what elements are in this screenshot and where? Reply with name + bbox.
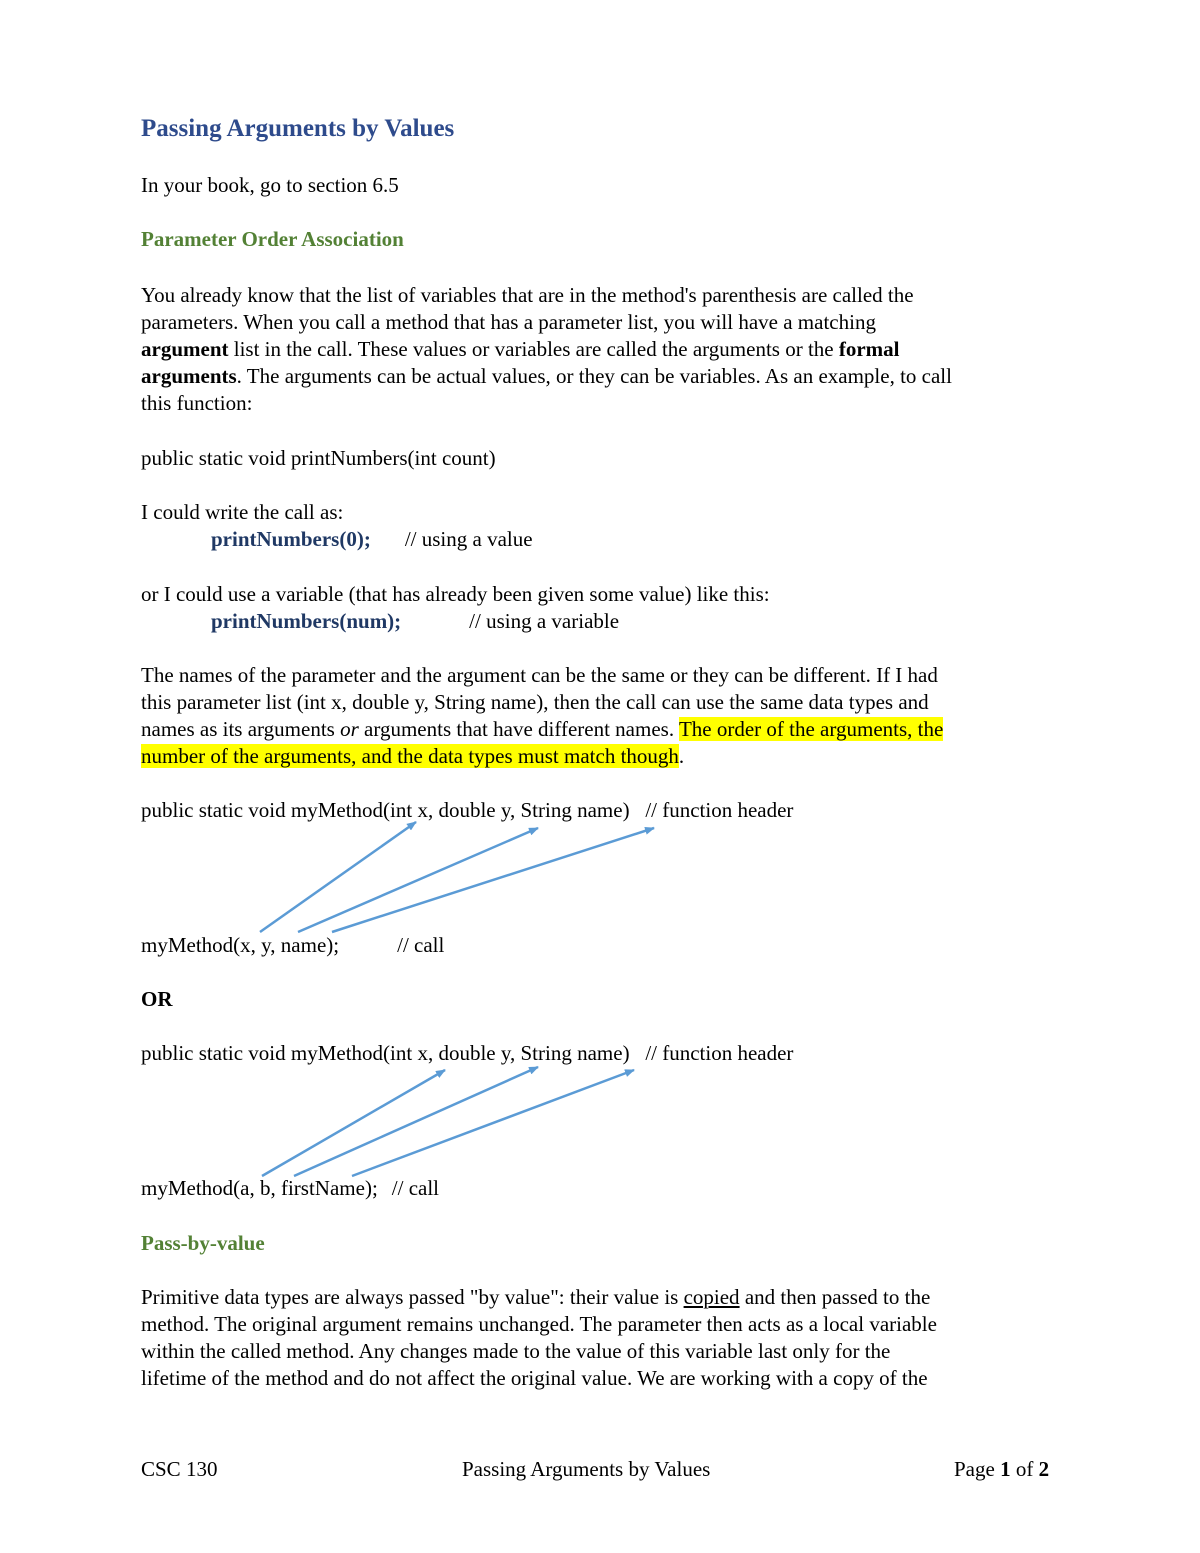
code-comment: // call: [397, 933, 445, 957]
bold-term: formal: [838, 337, 900, 361]
function-header-2: public static void myMethod(int x, double y, String name) // function header: [141, 1041, 794, 1065]
footer-course: CSC 130: [141, 1457, 218, 1481]
paragraph-line: number of the arguments, and the data types must match though.: [141, 744, 685, 768]
or-separator: OR: [141, 987, 173, 1011]
underlined-word: copied: [683, 1285, 740, 1309]
paragraph-line: arguments. The arguments can be actual values, or they can be variables. As an example, to call: [141, 364, 952, 388]
code-comment: // using a variable: [469, 609, 620, 633]
code-comment: // call: [391, 1176, 440, 1200]
bold-term: arguments: [141, 364, 237, 388]
method-signature: public static void printNumbers(int count): [141, 446, 496, 470]
highlighted-text: The order of the arguments, the: [678, 717, 944, 741]
section-heading-parameter-order: Parameter Order Association: [141, 227, 404, 251]
footer-title: Passing Arguments by Values: [462, 1457, 711, 1481]
call-intro: I could write the call as:: [141, 500, 344, 524]
method-call-2: myMethod(a, b, firstName); // call: [141, 1176, 440, 1200]
call2-intro: or I could use a variable (that has already been given some value) like this:: [141, 582, 770, 606]
code-comment: // using a value: [404, 527, 533, 551]
arrow-y-to-y: [298, 828, 538, 932]
method-call-1: myMethod(x, y, name); // call: [141, 933, 445, 957]
paragraph-line: lifetime of the method and do not affect the original value. We are working with a copy of the: [141, 1366, 928, 1390]
arrow-firstname-to-name: [352, 1070, 634, 1176]
paragraph-line: names as its arguments or arguments that have different names. The order of the arguments, the: [141, 717, 944, 741]
arrow-name-to-name: [332, 828, 654, 932]
paragraph-line: method. The original argument remains unchanged. The parameter then acts as a local variable: [141, 1312, 937, 1336]
page-title: Passing Arguments by Values: [141, 115, 455, 142]
arrow-b-to-y: [294, 1067, 538, 1176]
paragraph-line: parameters. When you call a method that has a parameter list, you will have a matching: [141, 310, 876, 334]
arrow-a-to-x: [262, 1070, 445, 1176]
paragraph-line: argument list in the call. These values or variables are called the arguments or the formal: [141, 337, 900, 361]
paragraph-line: The names of the parameter and the argument can be the same or they can be different. If I had: [141, 663, 938, 687]
paragraph-line: this function:: [141, 391, 253, 415]
bold-term: argument: [141, 337, 229, 361]
code-call-value: printNumbers(0); // using a value: [211, 527, 533, 551]
function-header-1: public static void myMethod(int x, double y, String name) // function header: [141, 798, 794, 822]
arrow-x-to-x: [260, 822, 416, 932]
code-call-variable: printNumbers(num); // using a variable: [211, 609, 620, 633]
footer-page-number: Page 1 of 2: [954, 1457, 1050, 1481]
intro-text: In your book, go to section 6.5: [141, 173, 399, 197]
highlighted-text: number of the arguments, and the data types must match though: [141, 744, 679, 768]
paragraph-line: within the called method. Any changes made to the value of this variable last only for the: [141, 1339, 891, 1363]
section-heading-pass-by-value: Pass-by-value: [141, 1231, 265, 1255]
paragraph-line: You already know that the list of variables that are in the method's parenthesis are called the: [141, 283, 914, 307]
paragraph-line: this parameter list (int x, double y, String name), then the call can use the same data types and: [141, 690, 929, 714]
paragraph-line: Primitive data types are always passed "by value": their value is copied and then passed to the: [141, 1285, 931, 1309]
